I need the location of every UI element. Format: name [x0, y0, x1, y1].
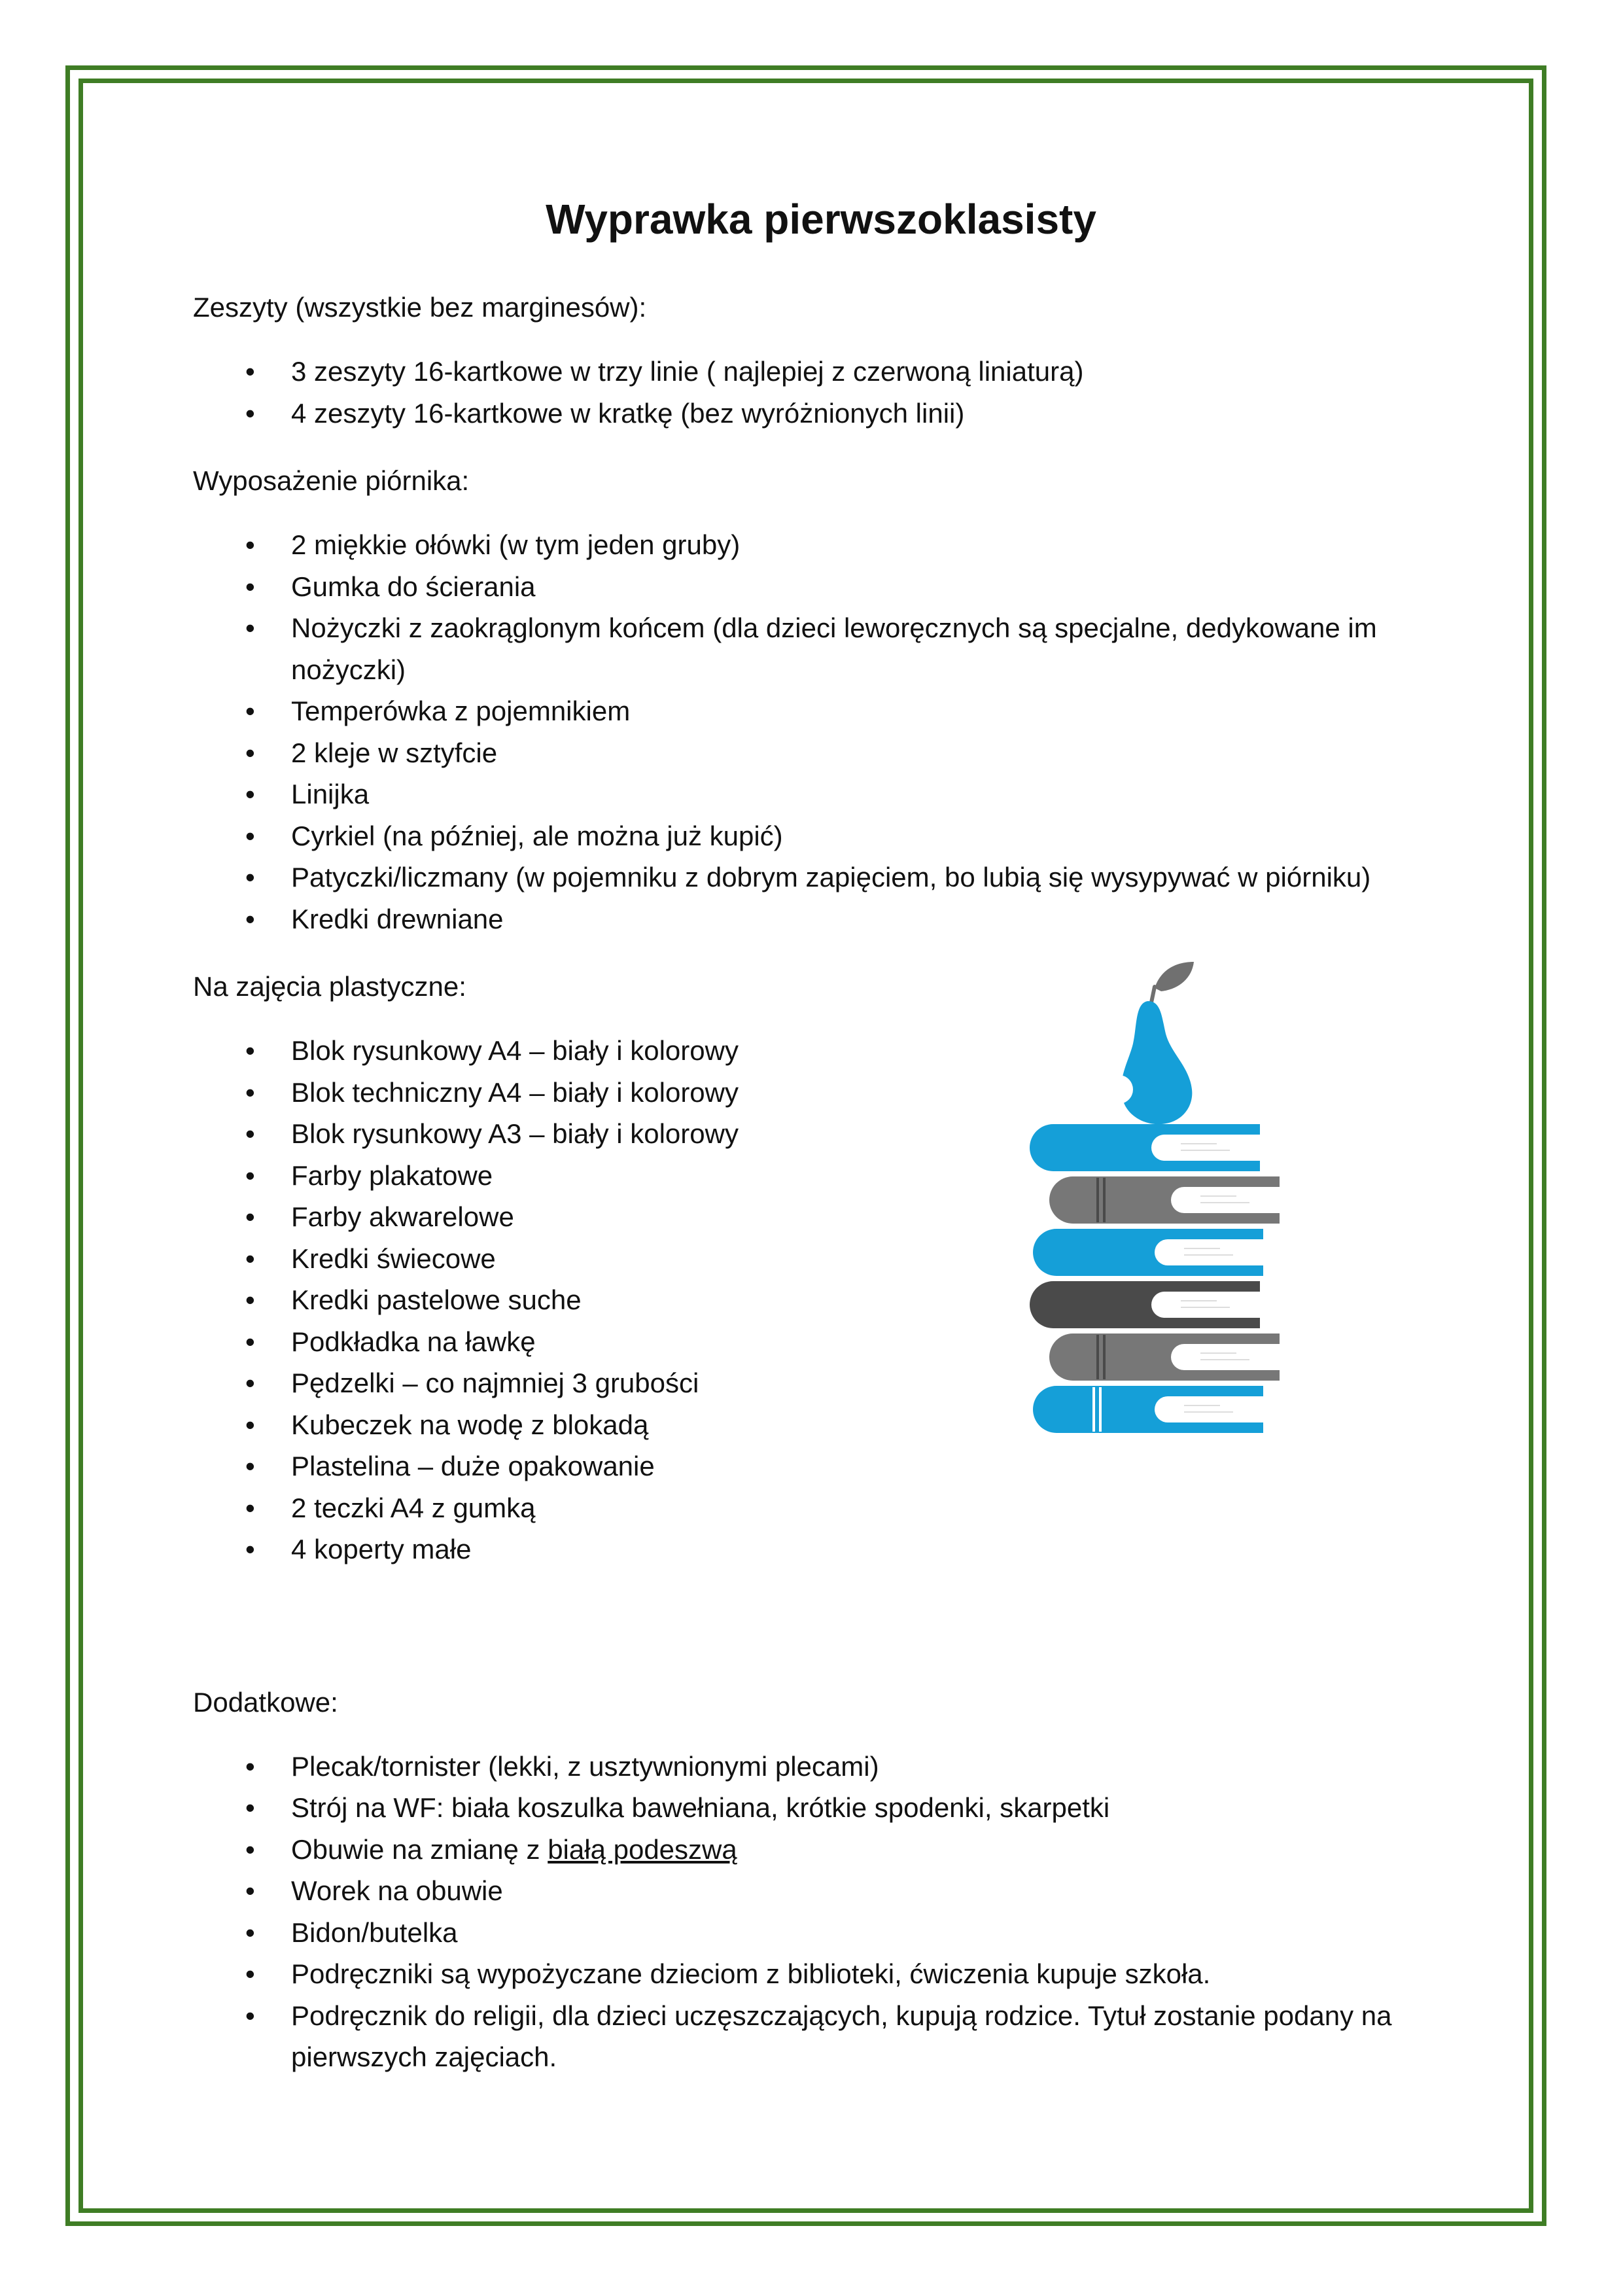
list-item-obuwie — [193, 1829, 1449, 1871]
list-item: • 2 miękkie ołówki (w tym jeden gruby) — [193, 524, 1449, 566]
list-item: • Kredki świecowe — [193, 1238, 1449, 1280]
list-item: • Blok rysunkowy A3 – biały i kolorowy — [193, 1113, 1449, 1155]
section-heading-dodatkowe: Dodatkowe: — [193, 1686, 338, 1718]
blank-space — [193, 1597, 1449, 1682]
list-item: • 2 kleje w sztyfcie — [193, 732, 1449, 774]
list-item: • Patyczki/liczmany (w pojemniku z dobrym zapięciem, bo lubią się wysypywać w piórniku) — [193, 857, 1449, 898]
list-item: • Pędzelki – co najmniej 3 grubości — [193, 1362, 1449, 1404]
list-item: • Podręczniki są wypożyczane dzieciom z biblioteki, ćwiczenia kupuje szkoła. — [193, 1953, 1449, 1995]
list-item: • Plastelina – duże opakowanie — [193, 1445, 1449, 1487]
list-item: • Bidon/butelka — [193, 1912, 1449, 1954]
list-item: • Linijka — [193, 773, 1449, 815]
list-item: • Farby akwarelowe — [193, 1196, 1449, 1238]
list-item: • Strój na WF: biała koszulka bawełniana, krótkie spodenki, skarpetki — [193, 1787, 1449, 1829]
list-item: • Plecak/tornister (lekki, z usztywnionymi plecami) — [193, 1746, 1449, 1788]
list-zeszyty — [193, 351, 1449, 434]
section-heading-piornik: Wyposażenie piórnika: — [193, 465, 470, 497]
list-item: • Worek na obuwie — [193, 1870, 1449, 1912]
list-item: • Podkładka na ławkę — [193, 1321, 1449, 1363]
underlined-text: białą podeszwą — [548, 1833, 737, 1865]
list-item: • Blok techniczny A4 – biały i kolorowy — [193, 1072, 1449, 1114]
list-piornik — [193, 524, 1449, 940]
page-title: Wyprawka pierwszoklasisty — [546, 196, 1096, 243]
list-dodatkowe — [193, 1746, 1449, 2078]
section-heading-zeszyty: Zeszyty (wszystkie bez marginesów): — [193, 292, 647, 323]
list-item: • Blok rysunkowy A4 – biały i kolorowy — [193, 1030, 1449, 1072]
list-item: • 3 zeszyty 16-kartkowe w trzy linie ( najlepiej z czerwoną liniaturą) — [193, 351, 1449, 393]
list-item: • Nożyczki z zaokrąglonym końcem (dla dzieci leworęcznych są specjalne, dedykowane im nożyczki) — [193, 607, 1449, 690]
pear-on-books-icon — [1021, 962, 1308, 1446]
list-item: • Farby plakatowe — [193, 1155, 1449, 1197]
list-item: • Cyrkiel (na później, ale można już kupić) — [193, 815, 1449, 857]
list-item: • Podręcznik do religii, dla dzieci uczęszczających, kupują rodzice. Tytuł zostanie podany na pierwszych zajęciach. — [193, 1995, 1449, 2078]
list-item: • Kubeczek na wodę z blokadą — [193, 1404, 1449, 1446]
list-item: • 2 teczki A4 z gumką — [193, 1487, 1449, 1529]
list-item: • Kredki drewniane — [193, 898, 1449, 940]
list-item: • 4 koperty małe — [193, 1528, 1449, 1570]
section-heading-plastyka: Na zajęcia plastyczne: — [193, 971, 466, 1002]
list-item: • Kredki pastelowe suche — [193, 1279, 1449, 1321]
list-item: • 4 zeszyty 16-kartkowe w kratkę (bez wyróżnionych linii) — [193, 393, 1449, 434]
list-item: • Gumka do ścierania — [193, 566, 1449, 608]
list-item: • Temperówka z pojemnikiem — [193, 690, 1449, 732]
list-item-text: Obuwie na zmianę z — [291, 1833, 548, 1865]
